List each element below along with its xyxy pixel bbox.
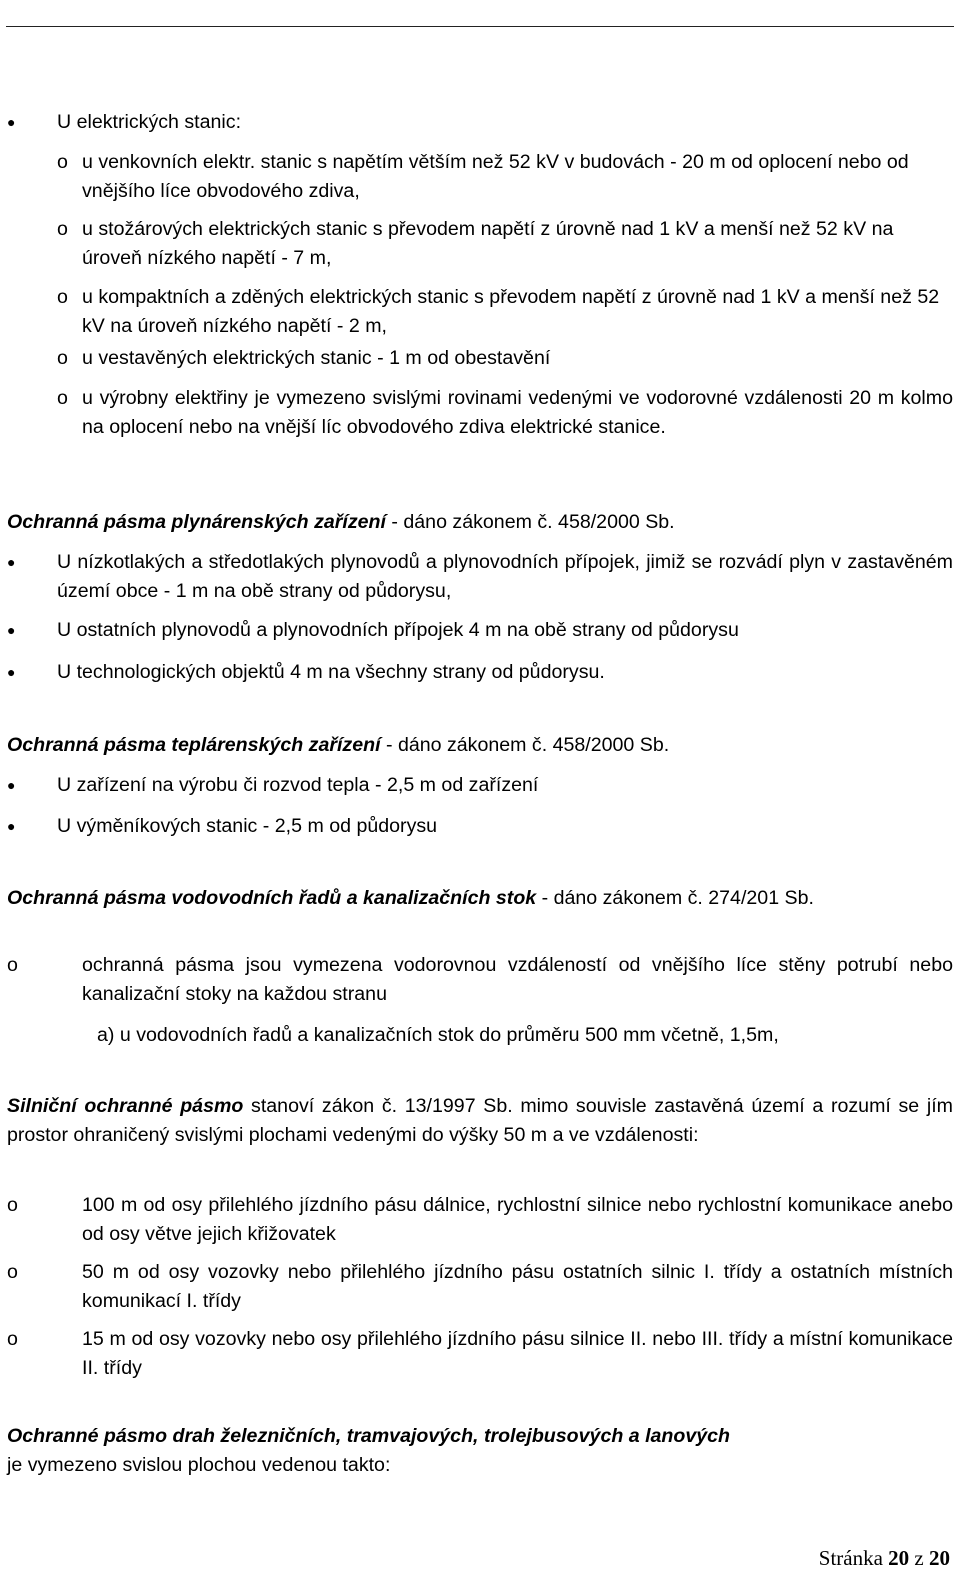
- bullet-icon: ●: [7, 554, 16, 570]
- page-footer: Stránka 20 z 20: [818, 1546, 950, 1570]
- section-heading-gas: Ochranná pásma plynárenských zařízení - dáno zákonem č. 458/2000 Sb.: [7, 511, 675, 533]
- section-heading-heat: Ochranná pásma teplárenských zařízení - dáno zákonem č. 458/2000 Sb.: [7, 734, 670, 756]
- bullet-icon: ●: [7, 114, 16, 130]
- circle-bullet-icon: o: [57, 347, 68, 369]
- bullet-icon: ●: [7, 777, 16, 793]
- circle-bullet-icon: o: [57, 151, 68, 173]
- section-heading-road: Silniční ochranné pásmo stanoví zákon č. 13/1997 Sb. mimo souvisle zastavěná území a rozumí se jím prostor ohraničený svislými plochami vedenými do výšky 50 m a ve vzdálenosti:: [7, 1095, 953, 1146]
- page-number: 20: [888, 1546, 910, 1570]
- circle-bullet-icon: o: [7, 1261, 18, 1283]
- page-total: 20: [929, 1546, 950, 1570]
- circle-bullet-icon: o: [57, 286, 68, 308]
- section-heading-water: Ochranná pásma vodovodních řadů a kanalizačních stok - dáno zákonem č. 274/201 Sb.: [7, 887, 814, 909]
- circle-bullet-icon: o: [57, 387, 68, 409]
- circle-bullet-icon: o: [57, 218, 68, 240]
- bullet-icon: ●: [7, 622, 16, 638]
- circle-bullet-icon: o: [7, 954, 18, 976]
- bullet-icon: ●: [7, 664, 16, 680]
- page-header: [6, 0, 954, 27]
- circle-bullet-icon: o: [7, 1194, 18, 1216]
- bullet-icon: ●: [7, 818, 16, 834]
- header-document-title: Oznámení záměru dle § 6 zákona č. 100/2001 Sb., ve znění novel: [6, 1, 505, 20]
- circle-bullet-icon: o: [7, 1328, 18, 1350]
- header-project-name: Penny market DC Bynov: [757, 1, 944, 20]
- section-heading-rail: Ochranné pásmo drah železničních, tramvajových, trolejbusových a lanových je vymezeno svislou plochou vedenou takto:: [7, 1425, 731, 1476]
